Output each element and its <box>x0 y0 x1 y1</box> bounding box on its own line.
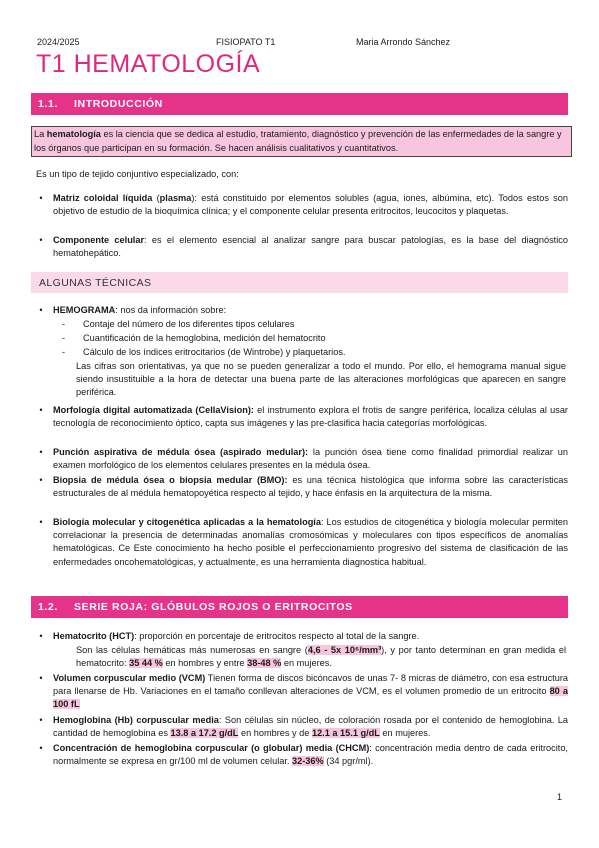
text: Son las células hemáticas más numerosas en sangre ( <box>76 645 308 655</box>
text: es una técnica histológica que informa sobre las características estructurales de al médula hematopoyética respecto al tejido, y hace énfasis en la arquitectura de la misma. <box>53 475 568 499</box>
header-author: Maria Arrondo Sánchez <box>356 37 451 47</box>
dash-icon: - <box>62 333 66 343</box>
header-year: 2024/2025 <box>37 37 80 47</box>
text: : Son células sin núcleo, de coloración rosada por el contenido de hemoglobina. La cantidad de hemoglobina es <box>53 715 568 739</box>
term: Biología molecular y citogenética aplicadas a la hematología <box>53 517 321 527</box>
bullet-icon: • <box>39 743 43 753</box>
list-item-hemoglobina <box>36 714 568 740</box>
list-item-chcm <box>36 742 568 768</box>
text: : proporción en porcentaje de eritrocitos respecto al total de la sangre. <box>134 631 420 641</box>
text: : nos da información sobre: <box>115 305 227 315</box>
term: Hematocrito (HCT) <box>53 631 135 641</box>
bullet-icon: • <box>39 193 43 203</box>
bullet-icon: • <box>39 673 43 683</box>
text: ( <box>152 193 160 203</box>
bullet-icon: • <box>39 517 43 527</box>
hematocrito-detail <box>76 644 566 670</box>
bullet-icon: • <box>39 405 43 415</box>
text: (34 pgr/ml). <box>323 756 374 767</box>
text: en hombres y entre <box>162 658 248 669</box>
list-item-puncion <box>36 446 568 472</box>
dash-icon: - <box>62 319 66 329</box>
text: en hombres y de <box>238 728 312 739</box>
highlight-value: 35 44 % <box>129 658 163 669</box>
subheading-tecnicas <box>31 272 568 293</box>
text: : es el elemento esencial al analizar sangre para buscar patologías, es la base del diagnóstico hematohepático. <box>53 235 568 259</box>
bullet-icon: • <box>39 305 43 315</box>
text: en mujeres. <box>379 728 431 739</box>
sub-item <box>62 346 345 359</box>
term: Hemoglobina (Hb) corpuscular media <box>53 715 219 725</box>
term: Morfología digital automatizada (CellaVision): <box>53 405 254 415</box>
list-item-cellavision <box>36 404 568 430</box>
sub-item-text: Cuantificación de la hemoglobina, medición del hematocrito <box>83 333 326 343</box>
text: Tienen forma de discos bicóncavos de unas 7- 8 micras de diámetro, con esa estructura para llenarse de Hb. Variaciones en el tamaño conllevan alteraciones de VCM, es el volumen promedio de un eritrocito <box>53 673 568 697</box>
section-number: 1.1. <box>38 98 58 110</box>
term: Matriz coloidal líquida <box>53 193 153 203</box>
term: Concentración de hemoglobina corpuscular (o globular) media (CHCM) <box>53 743 370 753</box>
list-item-componente-celular <box>36 234 568 260</box>
bullet-icon: • <box>39 715 43 725</box>
intro-text-rest: es la ciencia que se dedica al estudio, tratamiento, diagnóstico y prevención de las enfermedades de la sangre y los órganos que participan en su formación. Se hacen análisis cualitativos y cuantitativos. <box>34 129 562 153</box>
highlight-value: 13.8 a 17.2 g/dL <box>170 728 239 739</box>
term: Punción aspirativa de médula ósea (aspirado medular): <box>53 447 309 457</box>
term: HEMOGRAMA <box>53 305 116 315</box>
highlight-value: 32-36% <box>292 756 324 767</box>
list-item-hematocrito <box>36 630 568 643</box>
text: ), y por tanto determinan en gran medida el hematocrito: <box>76 645 567 669</box>
list-item-biologia-molecular <box>36 516 568 569</box>
list-item-hemograma <box>36 304 568 317</box>
term: Volumen corpuscular medio (VCM) <box>53 673 206 683</box>
text: : concentración media dentro de cada eritrocito, normalmente se expresa en gr/100 ml de volumen celular. <box>53 743 568 767</box>
section-label: SERIE ROJA: GLÓBULOS ROJOS O ERITROCITOS <box>74 601 353 613</box>
section-label: INTRODUCCIÓN <box>74 98 163 110</box>
term: Biopsia de médula ósea o biopsia medular (BMO): <box>53 475 288 485</box>
text: ): está constituido por elementos solubles (agua, iones, albúmina, etc). Todos estos son objetivo de estudio de la bioquímica clínica; y el componente celular presenta eritrocitos, leucocitos y plaquetas. <box>53 193 568 217</box>
hemograma-note: Las cifras son orientativas, ya que no se pueden generalizar a todo el mundo. Por ello, el hemograma manual sigue siendo insustituible a la hora de detectar una buena parte de las alteraciones morfológicas que aparecen en sangre periférica. <box>76 361 566 398</box>
dash-icon: - <box>62 347 66 357</box>
highlight-value: 38-48 % <box>247 658 282 669</box>
intro-callout <box>31 126 572 157</box>
section-number: 1.2. <box>38 601 58 613</box>
sub-item-text: Contaje del número de los diferentes tipos celulares <box>83 319 295 329</box>
section-heading-introduccion <box>31 93 568 115</box>
text: el instrumento explora el frotis de sangre periférica, localiza células al usar tecnología de reconocimiento óptico, capta sus imágenes y las pre-clasifica hacia categorías morfológicas. <box>53 405 568 429</box>
list-item-biopsia <box>36 474 568 500</box>
highlight-value: 12.1 a 15.1 g/dL <box>311 728 380 739</box>
bullet-icon: • <box>39 475 43 485</box>
section-heading-serie-roja <box>31 596 568 618</box>
highlight-value: 4,6 - 5x 10⁶/mm³ <box>307 645 382 655</box>
bullet-icon: • <box>39 631 43 641</box>
text: la punción ósea tiene como finalidad primordial realizar un examen morfológico de los elementos celulares presentes en la médula ósea. <box>53 447 568 471</box>
sub-item <box>62 332 326 345</box>
page-number: 1 <box>557 792 563 802</box>
subheading-label: ALGUNAS TÉCNICAS <box>39 276 152 289</box>
sub-item <box>62 318 294 331</box>
text: en mujeres. <box>281 658 332 669</box>
tissue-intro: Es un tipo de tejido conjuntivo especializado, con: <box>36 169 239 179</box>
header-course: FISIOPATO T1 <box>216 37 276 47</box>
bullet-icon: • <box>39 447 43 457</box>
list-item-plasma <box>36 192 568 218</box>
intro-term: hematología <box>46 129 101 139</box>
bullet-icon: • <box>39 235 43 245</box>
sub-item-text: Cálculo de los índices eritrocitarios (de Wintrobe) y plaquetarios. <box>83 347 346 357</box>
term: Componente celular <box>53 235 145 245</box>
term: plasma <box>159 193 192 203</box>
list-item-vcm <box>36 672 568 712</box>
highlight-value: 80 a 100 fL <box>53 686 568 710</box>
text: : Los estudios de citogenética y biología molecular permiten correlacionar la presencia de determinadas anomalías cromosómicas y moleculares con tipos específicos de anomalías hematológicas. Ce Este conocimiento ha hecho posible el perfeccionamiento progresivo del sistema de clasificación de las enfermedades oncohematológicas, y actualmente, es una herramienta diagnostica habitual. <box>53 517 569 567</box>
intro-text-pre: La <box>34 129 47 139</box>
page-title: T1 HEMATOLOGÍA <box>36 50 261 78</box>
